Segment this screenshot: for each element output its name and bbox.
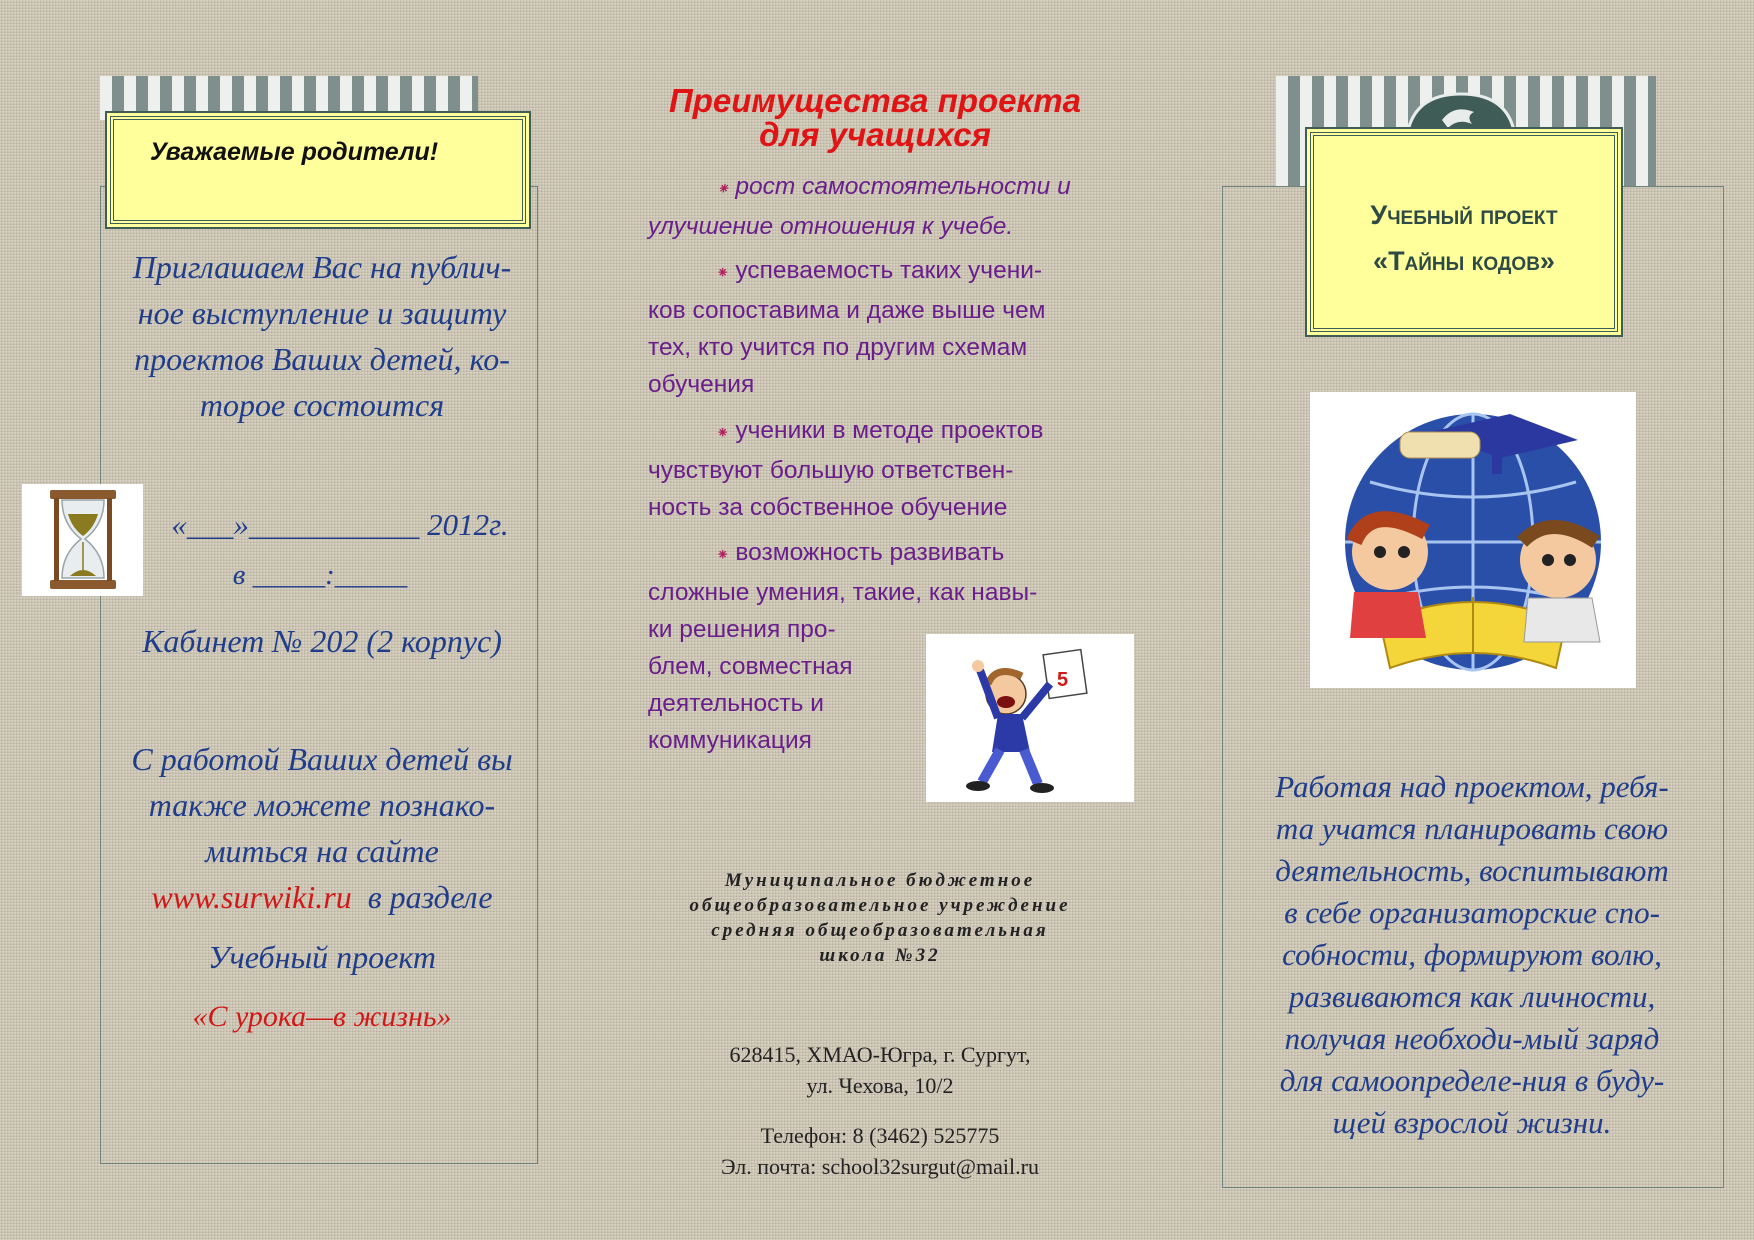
bullet-line: сложные умения, такие, как навы- bbox=[648, 579, 1038, 606]
bullet-line: блем, совместная bbox=[648, 653, 853, 680]
bullet-3 bbox=[648, 412, 1128, 526]
left-title: Уважаемые родители! bbox=[150, 138, 439, 166]
bullet-line: ⁕ возможность развивать bbox=[716, 539, 1005, 566]
site-line: миться на сайте bbox=[205, 833, 439, 869]
invite-line: проектов Ваших детей, ко- bbox=[134, 341, 510, 377]
school-address bbox=[630, 1039, 1130, 1101]
kids-globe-image bbox=[1310, 392, 1636, 688]
site-text bbox=[106, 736, 538, 920]
bullet-line: ⁕ ученики в методе проектов bbox=[716, 417, 1044, 444]
time-line: в _____:_____ bbox=[232, 559, 408, 591]
description-line: собности, формируют волю, bbox=[1282, 937, 1662, 972]
site-url-link[interactable]: www.surwiki.ru bbox=[151, 879, 352, 915]
school-name bbox=[640, 868, 1120, 968]
heading-line: Преимущества проекта bbox=[669, 82, 1081, 119]
description-line: получая необходи-мый заряд bbox=[1284, 1021, 1660, 1056]
bullet-line: коммуникация bbox=[648, 727, 812, 754]
invite-line: Приглашаем Вас на публич- bbox=[132, 249, 512, 285]
description-line: деятельность, воспитывают bbox=[1275, 853, 1669, 888]
bullet-line: ⁕ рост самостоятельности и bbox=[716, 173, 1071, 200]
school-line: Муниципальное бюджетное bbox=[724, 870, 1036, 891]
right-title-box bbox=[1310, 132, 1618, 332]
bullet-marker-icon: ⁕ bbox=[716, 425, 730, 442]
description-line: развиваются как личности, bbox=[1288, 979, 1656, 1014]
grade-badge: 5 bbox=[1057, 669, 1069, 691]
school-line: школа №32 bbox=[819, 945, 941, 966]
jumping-student-icon bbox=[926, 634, 1134, 802]
bullet-line: ⁕ успеваемость таких учени- bbox=[716, 257, 1043, 284]
site-section: в разделе bbox=[351, 879, 493, 915]
site-line: также можете познако- bbox=[148, 787, 496, 823]
description-line: в себе организаторские спо- bbox=[1284, 895, 1660, 930]
project-title-line: «Тайны кодов» bbox=[1373, 246, 1555, 276]
bullet-marker-icon: ⁕ bbox=[716, 181, 730, 198]
phone-line: Телефон: 8 (3462) 525775 bbox=[760, 1123, 1000, 1148]
email-line[interactable]: Эл. почта: school32surgut@mail.ru bbox=[721, 1154, 1039, 1179]
school-line: общеобразовательное учреждение bbox=[689, 895, 1071, 916]
bullet-marker-icon: ⁕ bbox=[716, 547, 730, 564]
room-line: Кабинет № 202 (2 корпус) bbox=[142, 623, 502, 659]
right-description bbox=[1236, 766, 1708, 1144]
description-line: та учатся планировать свою bbox=[1275, 811, 1669, 846]
student-image bbox=[926, 634, 1134, 802]
project-label: Учебный проект bbox=[207, 939, 437, 975]
bullet-line: ков сопоставима и даже выше чем bbox=[648, 297, 1046, 324]
site-line: С работой Ваших детей вы bbox=[131, 741, 513, 777]
bullet-2 bbox=[648, 252, 1128, 403]
bullet-line: ность за собственное обучение bbox=[648, 494, 1008, 521]
school-contacts bbox=[630, 1120, 1130, 1182]
project-title-line: Учебный проект bbox=[1370, 200, 1558, 230]
bullet-line: чувствуют большую ответствен- bbox=[648, 457, 1014, 484]
description-line: для самоопределе-ния в буду- bbox=[1279, 1063, 1665, 1098]
site-url-line bbox=[106, 874, 538, 920]
left-stripe-header bbox=[100, 76, 478, 120]
heading-line: для учащихся bbox=[759, 116, 991, 153]
project-name: «С урока—в жизнь» bbox=[192, 1000, 452, 1033]
description-line: Работая над проектом, ребя- bbox=[1275, 769, 1669, 804]
school-line: средняя общеобразовательная bbox=[711, 920, 1049, 941]
bullet-line: ки решения про- bbox=[648, 616, 836, 643]
bullet-line: деятельность и bbox=[648, 690, 824, 717]
bullet-line: улучшение отношения к учебе. bbox=[648, 213, 1014, 240]
middle-heading bbox=[640, 84, 1110, 152]
date-line: «___»___________ 2012г. bbox=[171, 507, 509, 542]
bullet-line: обучения bbox=[648, 371, 755, 398]
event-details bbox=[140, 500, 540, 600]
address-line: ул. Чехова, 10/2 bbox=[806, 1073, 954, 1098]
invite-line: торое состоится bbox=[199, 387, 445, 423]
left-title-box bbox=[110, 116, 526, 224]
bullet-1 bbox=[648, 168, 1128, 245]
kids-globe-icon bbox=[1310, 392, 1636, 688]
description-line: щей взрослой жизни. bbox=[1332, 1105, 1612, 1140]
invite-line: ное выступление и защиту bbox=[137, 295, 507, 331]
bullet-marker-icon: ⁕ bbox=[716, 265, 730, 282]
address-line: 628415, ХМАО-Югра, г. Сургут, bbox=[729, 1042, 1031, 1067]
bullet-line: тех, кто учится по другим схемам bbox=[648, 334, 1028, 361]
invite-text bbox=[106, 244, 538, 428]
